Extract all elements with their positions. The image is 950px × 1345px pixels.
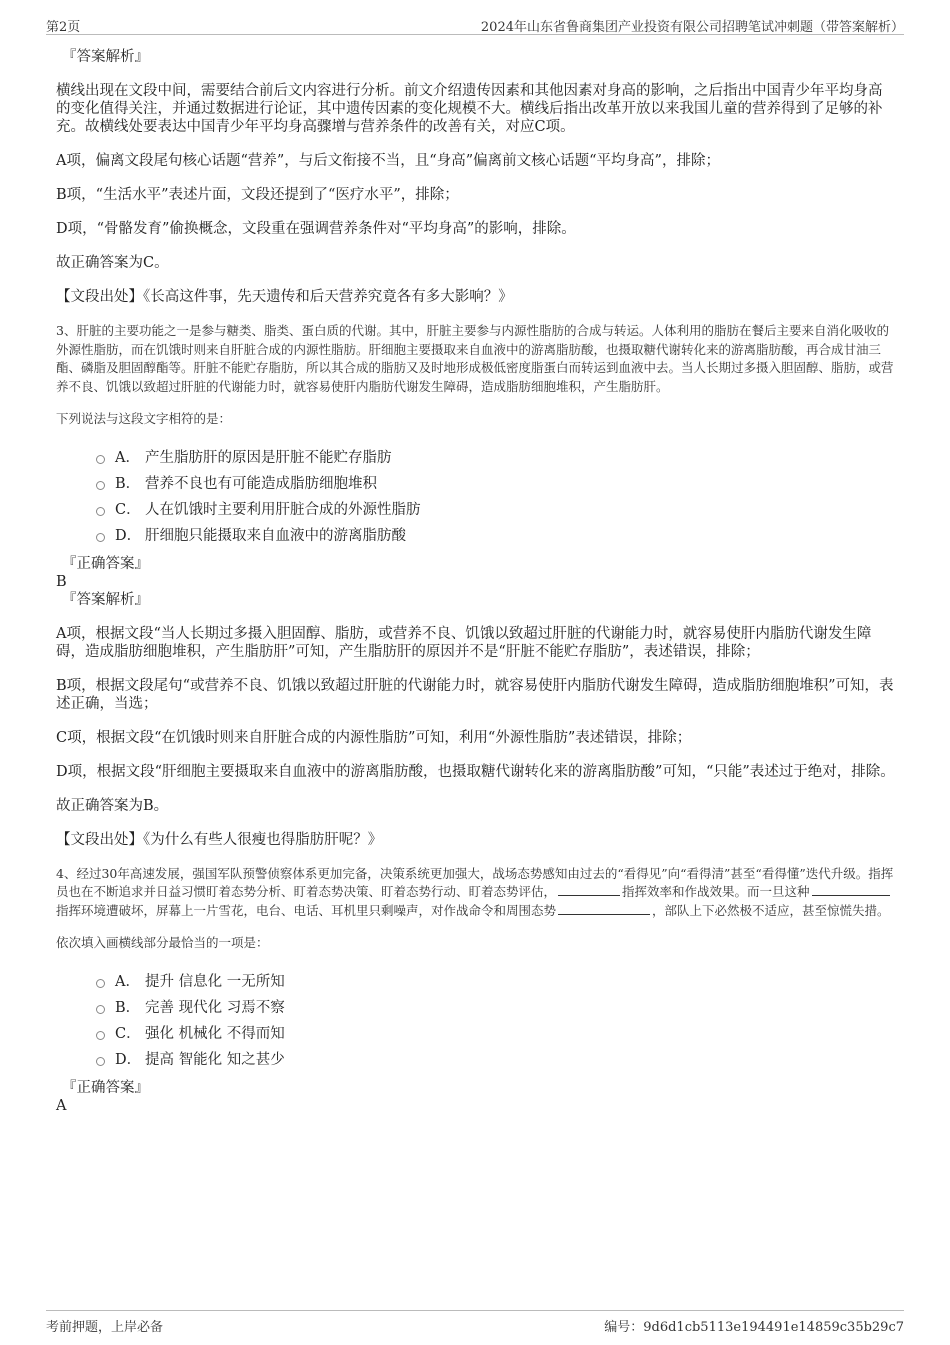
q3-option-a[interactable]: A． 产生脂肪肝的原因是肝脏不能贮存脂肪 — [96, 445, 896, 471]
q4-option-a[interactable]: A． 提升 信息化 一无所知 — [96, 969, 896, 995]
q4-option-c[interactable]: C． 强化 机械化 不得而知 — [96, 1021, 896, 1047]
q3-analysis-d: D项，根据文段“肝细胞主要摄取来自血液中的游离脂肪酸，也摄取糖代谢转化来的游离脂肪酸”可知，“只能”表述过于绝对，排除。 — [56, 763, 895, 780]
q3-analysis-b: B项，根据文段尾句“或营养不良、饥饿以致超过肝脏的代谢能力时，就容易使肝内脂肪代谢发生障碍，造成脂肪细胞堆积”可知，表述正确，当选； — [56, 677, 894, 712]
q4-option-b[interactable]: B． 完善 现代化 习焉不察 — [96, 995, 896, 1021]
document-body — [56, 48, 896, 1115]
radio-icon[interactable] — [96, 1057, 105, 1066]
q3-option-b[interactable]: B． 营养不良也有可能造成脂肪细胞堆积 — [96, 471, 896, 497]
q4-prompt: 依次填入画横线部分最恰当的一项是： — [56, 935, 269, 950]
q3-stem: 3、肝脏的主要功能之一是参与糖类、脂类、蛋白质的代谢。其中，肝脏主要参与内源性脂肪的合成与转运。人体利用的脂肪在餐后主要来自消化吸收的外源性脂肪，而在饥饿时则来自肝脏合成的内源性脂肪。肝细胞主要摄取来自血液中的游离脂肪酸，也摄取糖代谢转化来的游离脂肪酸，再合成甘油三酯、磷脂及胆固醇酯等。肝脏不能贮存脂肪，所以其合成的脂肪又及时地形成极低密度脂蛋白而转运到血液中去。当人长期过多摄入胆固醇、脂肪，或营养不良、饥饿以致超过肝脏的代谢能力时，就容易使肝内脂肪代谢发生障碍，造成脂肪细胞堆积，产生脂肪肝。 — [56, 323, 894, 394]
q2-analysis: 横线出现在文段中间，需要结合前后文内容进行分析。前文介绍遗传因素和其他因素对身高的影响，之后指出中国青少年平均身高的变化值得关注，并通过数据进行论证，其中遗传因素的变化规模不大。横线后指出改革开放以来我国儿童的营养得到了足够的补充。故横线处要表达中国青少年平均身高骤增与营养条件的改善有关，对应C项。 — [56, 83, 883, 135]
radio-icon[interactable] — [96, 1005, 105, 1014]
radio-icon[interactable] — [96, 979, 105, 988]
radio-icon[interactable] — [96, 455, 105, 464]
q3-answer: B — [56, 573, 67, 590]
q3-options — [56, 445, 896, 549]
footer-slogan: 考前押题，上岸必备 — [46, 1320, 164, 1335]
q4-options — [56, 969, 896, 1073]
q3-analysis-c: C项，根据文段“在饥饿时则来自肝脏合成的内源性脂肪”可知，利用“外源性脂肪”表述错误，排除； — [56, 729, 692, 746]
blank-3 — [558, 902, 650, 915]
radio-icon[interactable] — [96, 507, 105, 516]
q2-source: 【文段出处】《长高这件事，先天遗传和后天营养究竟各有多大影响？》 — [56, 289, 513, 305]
radio-icon[interactable] — [96, 1031, 105, 1040]
q4-stem: 4、经过30年高速发展，强国军队预警侦察体系更加完备，决策系统更加强大，战场态势感知由过去的“看得见”向“看得清”甚至“看得懂”迭代升级。指挥员也在不断追求并日益习惯盯着态势分析、盯着态势决策、盯着态势行动、盯着态势评估， 指挥效率和作战效果。而一旦这种指挥环境遭破坏，屏幕上一片雪花，电台、电话、耳机里只剩噪声，对作战命令和周围态势 ，部队上下必然极不适应，甚至惊慌失措。 — [56, 865, 894, 918]
q2-analysis-b: B项，“生活水平”表述片面，文段还提到了“医疗水平”，排除； — [56, 187, 459, 203]
q3-option-c[interactable]: C． 人在饥饿时主要利用肝脏合成的外源性脂肪 — [96, 497, 896, 523]
q3-answer-tag: 『正确答案』 — [62, 555, 149, 572]
q3-option-d[interactable]: D． 肝细胞只能摄取来自血液中的游离脂肪酸 — [96, 523, 896, 549]
radio-icon[interactable] — [96, 533, 105, 542]
page-header — [46, 14, 904, 35]
q4-answer-tag: 『正确答案』 — [62, 1079, 149, 1096]
q3-prompt: 下列说法与这段文字相符的是： — [56, 411, 232, 426]
q2-analysis-a: A项，偏离文段尾句核心话题“营养”，与后文衔接不当，且“身高”偏离前文核心话题“平均身高”，排除； — [56, 153, 720, 169]
radio-icon[interactable] — [96, 481, 105, 490]
q4-answer: A — [56, 1097, 67, 1114]
page-footer — [46, 1310, 904, 1335]
q2-conclusion: 故正确答案为C。 — [56, 255, 169, 271]
blank-1 — [558, 883, 620, 896]
document-title: 2024年山东省鲁商集团产业投资有限公司招聘笔试冲刺题（带答案解析） — [480, 20, 904, 35]
q2-analysis-tag: 『答案解析』 — [62, 49, 149, 65]
q3-analysis-tag: 『答案解析』 — [62, 591, 149, 608]
document-code: 编号：9d6d1cb5113e194491e14859c35b29c7 — [604, 1320, 904, 1335]
blank-2 — [812, 883, 890, 896]
q2-analysis-d: D项，“骨骼发育”偷换概念，文段重在强调营养条件对“平均身高”的影响，排除。 — [56, 221, 576, 237]
q3-source: 【文段出处】《为什么有些人很瘦也得脂肪肝呢？》 — [56, 831, 383, 848]
q4-option-d[interactable]: D． 提高 智能化 知之甚少 — [96, 1047, 896, 1073]
q3-conclusion: 故正确答案为B。 — [56, 797, 169, 814]
q3-analysis-a: A项，根据文段“当人长期过多摄入胆固醇、脂肪，或营养不良、饥饿以致超过肝脏的代谢能力时，就容易使肝内脂肪代谢发生障碍，造成脂肪细胞堆积，产生脂肪肝”可知，产生脂肪肝的原因并不是“肝脏不能贮存脂肪”，表述错误，排除； — [56, 625, 872, 660]
page-number: 第2页 — [46, 20, 81, 35]
